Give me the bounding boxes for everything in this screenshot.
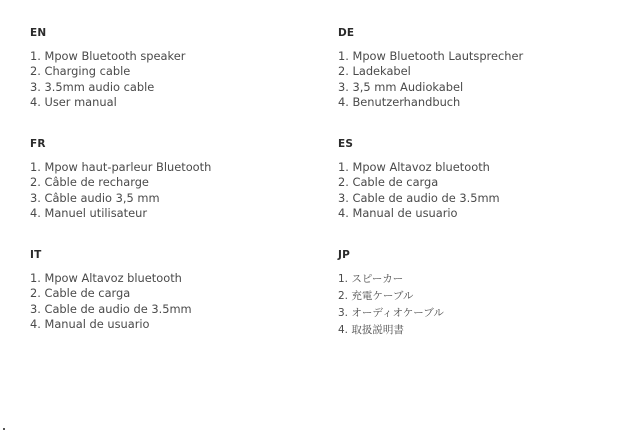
contents-list <box>338 49 608 110</box>
list-item: 1. Mpow Bluetooth speaker <box>30 49 186 63</box>
contents-list <box>338 160 608 221</box>
language-code: IT <box>30 249 42 261</box>
list-item: 4. Benutzerhandbuch <box>338 94 461 109</box>
list-item: 3. 3.5mm audio cable <box>30 79 155 94</box>
contents-list <box>30 271 300 332</box>
section-jp <box>338 249 608 339</box>
list-item: 1. Mpow Bluetooth Lautsprecher <box>338 49 524 63</box>
list-item: 1. スピーカー <box>338 273 404 285</box>
section-it <box>30 249 300 332</box>
list-item: 4. User manual <box>30 94 117 109</box>
list-item: 4. 取扱説明書 <box>338 324 404 336</box>
contents-list <box>338 271 608 339</box>
language-code: FR <box>30 138 46 150</box>
list-item: 4. Manual de usuario <box>338 205 458 220</box>
list-item: 2. Cable de carga <box>30 286 131 301</box>
language-code: JP <box>338 249 351 261</box>
list-item: 4. Manual de usuario <box>30 316 150 331</box>
section-en <box>30 27 300 110</box>
list-item: 2. Câble de recharge <box>30 175 149 190</box>
list-item: 1. Mpow Altavoz bluetooth <box>30 271 182 285</box>
language-code: DE <box>338 27 355 39</box>
language-code: ES <box>338 138 354 150</box>
list-item: 3. Cable de audio de 3.5mm <box>338 190 500 205</box>
list-item: 3. 3,5 mm Audiokabel <box>338 79 464 94</box>
section-fr <box>30 138 300 221</box>
list-item: 3. Cable de audio de 3.5mm <box>30 301 192 316</box>
list-item: 3. オーディオケーブル <box>338 307 444 319</box>
language-code: EN <box>30 27 47 39</box>
corner-dot <box>3 428 5 430</box>
list-item: 1. Mpow Altavoz bluetooth <box>338 160 490 174</box>
list-item: 2. Ladekabel <box>338 64 411 79</box>
list-item: 2. 充電ケーブル <box>338 290 414 302</box>
list-item: 4. Manuel utilisateur <box>30 205 147 220</box>
contents-list <box>30 49 300 110</box>
list-item: 2. Cable de carga <box>338 175 439 190</box>
list-item: 3. Câble audio 3,5 mm <box>30 190 160 205</box>
section-es <box>338 138 608 221</box>
section-de <box>338 27 608 110</box>
list-item: 2. Charging cable <box>30 64 131 79</box>
contents-list <box>30 160 300 221</box>
list-item: 1. Mpow haut-parleur Bluetooth <box>30 160 212 174</box>
